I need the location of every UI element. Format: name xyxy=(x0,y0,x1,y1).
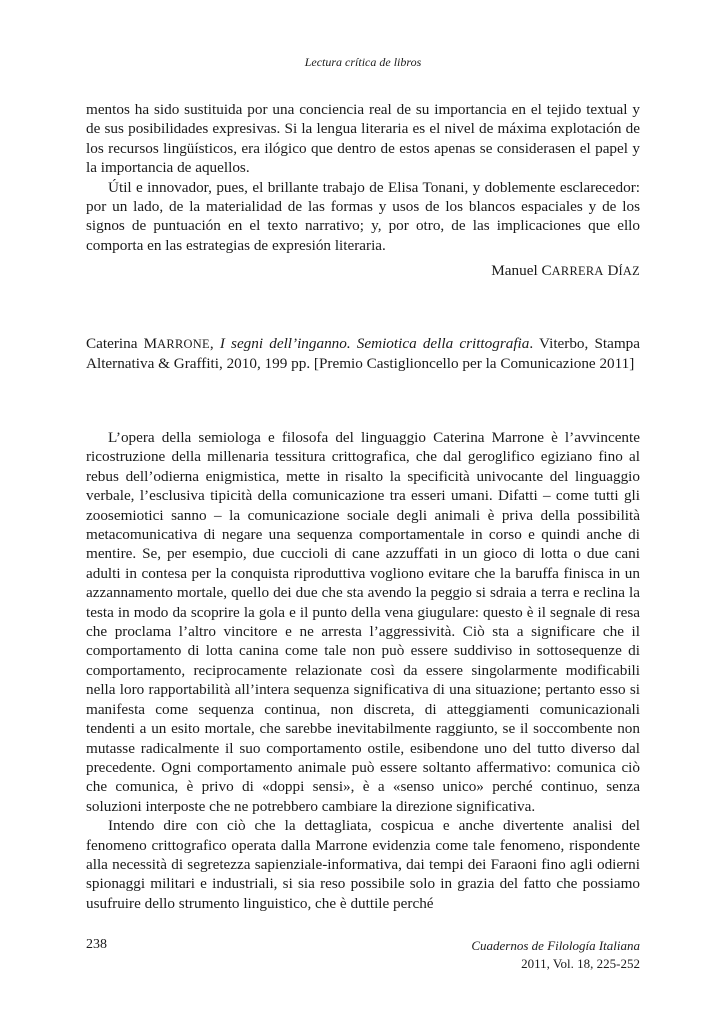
reviewer-signature xyxy=(491,262,640,280)
review-body xyxy=(86,428,640,913)
ref-details: . Viterbo, Stampa Alternativa & Graffiti, 2010, 199 pp. [Premio Castiglioncello per la Comunicazione 2011] xyxy=(86,335,641,373)
journal-volume-info: 2011, Vol. 18, 225-252 xyxy=(521,956,640,971)
reviewer-surname-rest: ARRERA xyxy=(551,264,604,278)
book-reference xyxy=(86,334,640,374)
body-paragraph-1: L’opera della semiologa e filosofa del linguaggio Caterina Marrone è l’avvincente ricostruzione della millenaria tessitura crittografica, che dal geroglifico egiziano fino al rebus dell’odierna enigmistica, mette in risalto la specificità univocante del linguaggio verbale, l’esclusiva tipicità della comunicazione tra esseri umani. Difatti – come tutti gli zoosemiotici sanno – la comunicazione sociale degli animali è priva della possibilità metacomunicativa di negare una sequenza comportamentale in corso e quindi anche di mentire. Se, per esempio, due cuccioli di cane azzuffati in un gioco di lotta o due cani adulti in contesa per la conquista riproduttiva vogliono evitare che la baruffa finisca in un azzannamento mortale, quello dei due che sta avendo la peggio si sdraia a terra e reclina la testa in modo da scoprire la gola e il punto della vena giugulare: questo è il segnale di resa che proclama l’altro vincitore e ne arresta l’aggressività. Ciò sta a significare che il comportamento di lotta canina come tale non può essere suddiviso in sottosequenze di comportamento, reciprocamente relazionate così da essere singolarmente modificabili nella loro rapportabilità all’intera sequenza significativa di una situazione; pertanto esso si manifesta come sequenza continua, non discreta, di atteggiamenti comunicazionali tendenti a un esito mortale, che sarebbe inevitabilmente raggiunto, se il soccombente non mutasse radicalmente il suo comportamento ostile, esibendone uno del tutto diverso dal precedente. Ogni comportamento animale può essere soltanto affermativo: comunica ciò che comunica, è privo di «doppi sensi», è a «senso unico» perché continuo, senza soluzioni interposte che ne potrebbero cambiare la direzione significativa. xyxy=(86,429,640,815)
ref-author-first: Caterina xyxy=(86,335,138,352)
review-closing-section xyxy=(86,100,640,255)
paragraph-continuation: mentos ha sido sustituida por una conciencia real de su importancia en el tejido textual y de sus posibilidades expresivas. Si la lengua literaria es el nivel de máxima explotación de los recursos lingüísticos, era ilógico que dentro de estos apenas se considerasen el papel y la importancia de aquellos. xyxy=(86,101,640,177)
journal-name: Cuadernos de Filología Italiana xyxy=(471,938,640,953)
page-number: 238 xyxy=(86,937,107,952)
ref-comma: , xyxy=(209,335,214,352)
ref-author-initial: M xyxy=(143,335,158,352)
reviewer-first-name: Manuel xyxy=(491,262,538,279)
reviewer-second-initial: D xyxy=(607,262,619,279)
ref-book-title: I segni dell’inganno. Semiotica della crittografia xyxy=(219,335,530,352)
reviewer-second-rest: ÍAZ xyxy=(618,264,640,278)
book-reference-text xyxy=(86,334,640,374)
running-head: Lectura crítica de libros xyxy=(304,55,422,69)
reviewer-surname-initial: C xyxy=(541,262,552,279)
ref-author-rest: ARRONE xyxy=(157,337,210,351)
paragraph-conclusion: Útil e innovador, pues, el brillante trabajo de Elisa Tonani, y doblemente esclarecedor: por un lado, de la materialidad de las formas y usos de los blancos espaciales y de los signos de puntuación en el texto narrativo; y, por otro, de las implicaciones que ello comporta en las estrategias de expresión literaria. xyxy=(86,178,640,254)
journal-footer xyxy=(471,937,640,973)
body-paragraph-2: Intendo dire con ciò che la dettagliata, cospicua e anche divertente analisi del fenomeno crittografico operata dalla Marrone evidenzia come tale fenomeno, rispondente alla necessità di segretezza sapienziale-informativa, dai tempi dei Faraoni fino agli odierni spionaggi militari e industriali, si sia reso possibile solo in grazia del fatto che possiamo usufruire dello strumento linguistico, che è duttile perché xyxy=(86,817,640,912)
